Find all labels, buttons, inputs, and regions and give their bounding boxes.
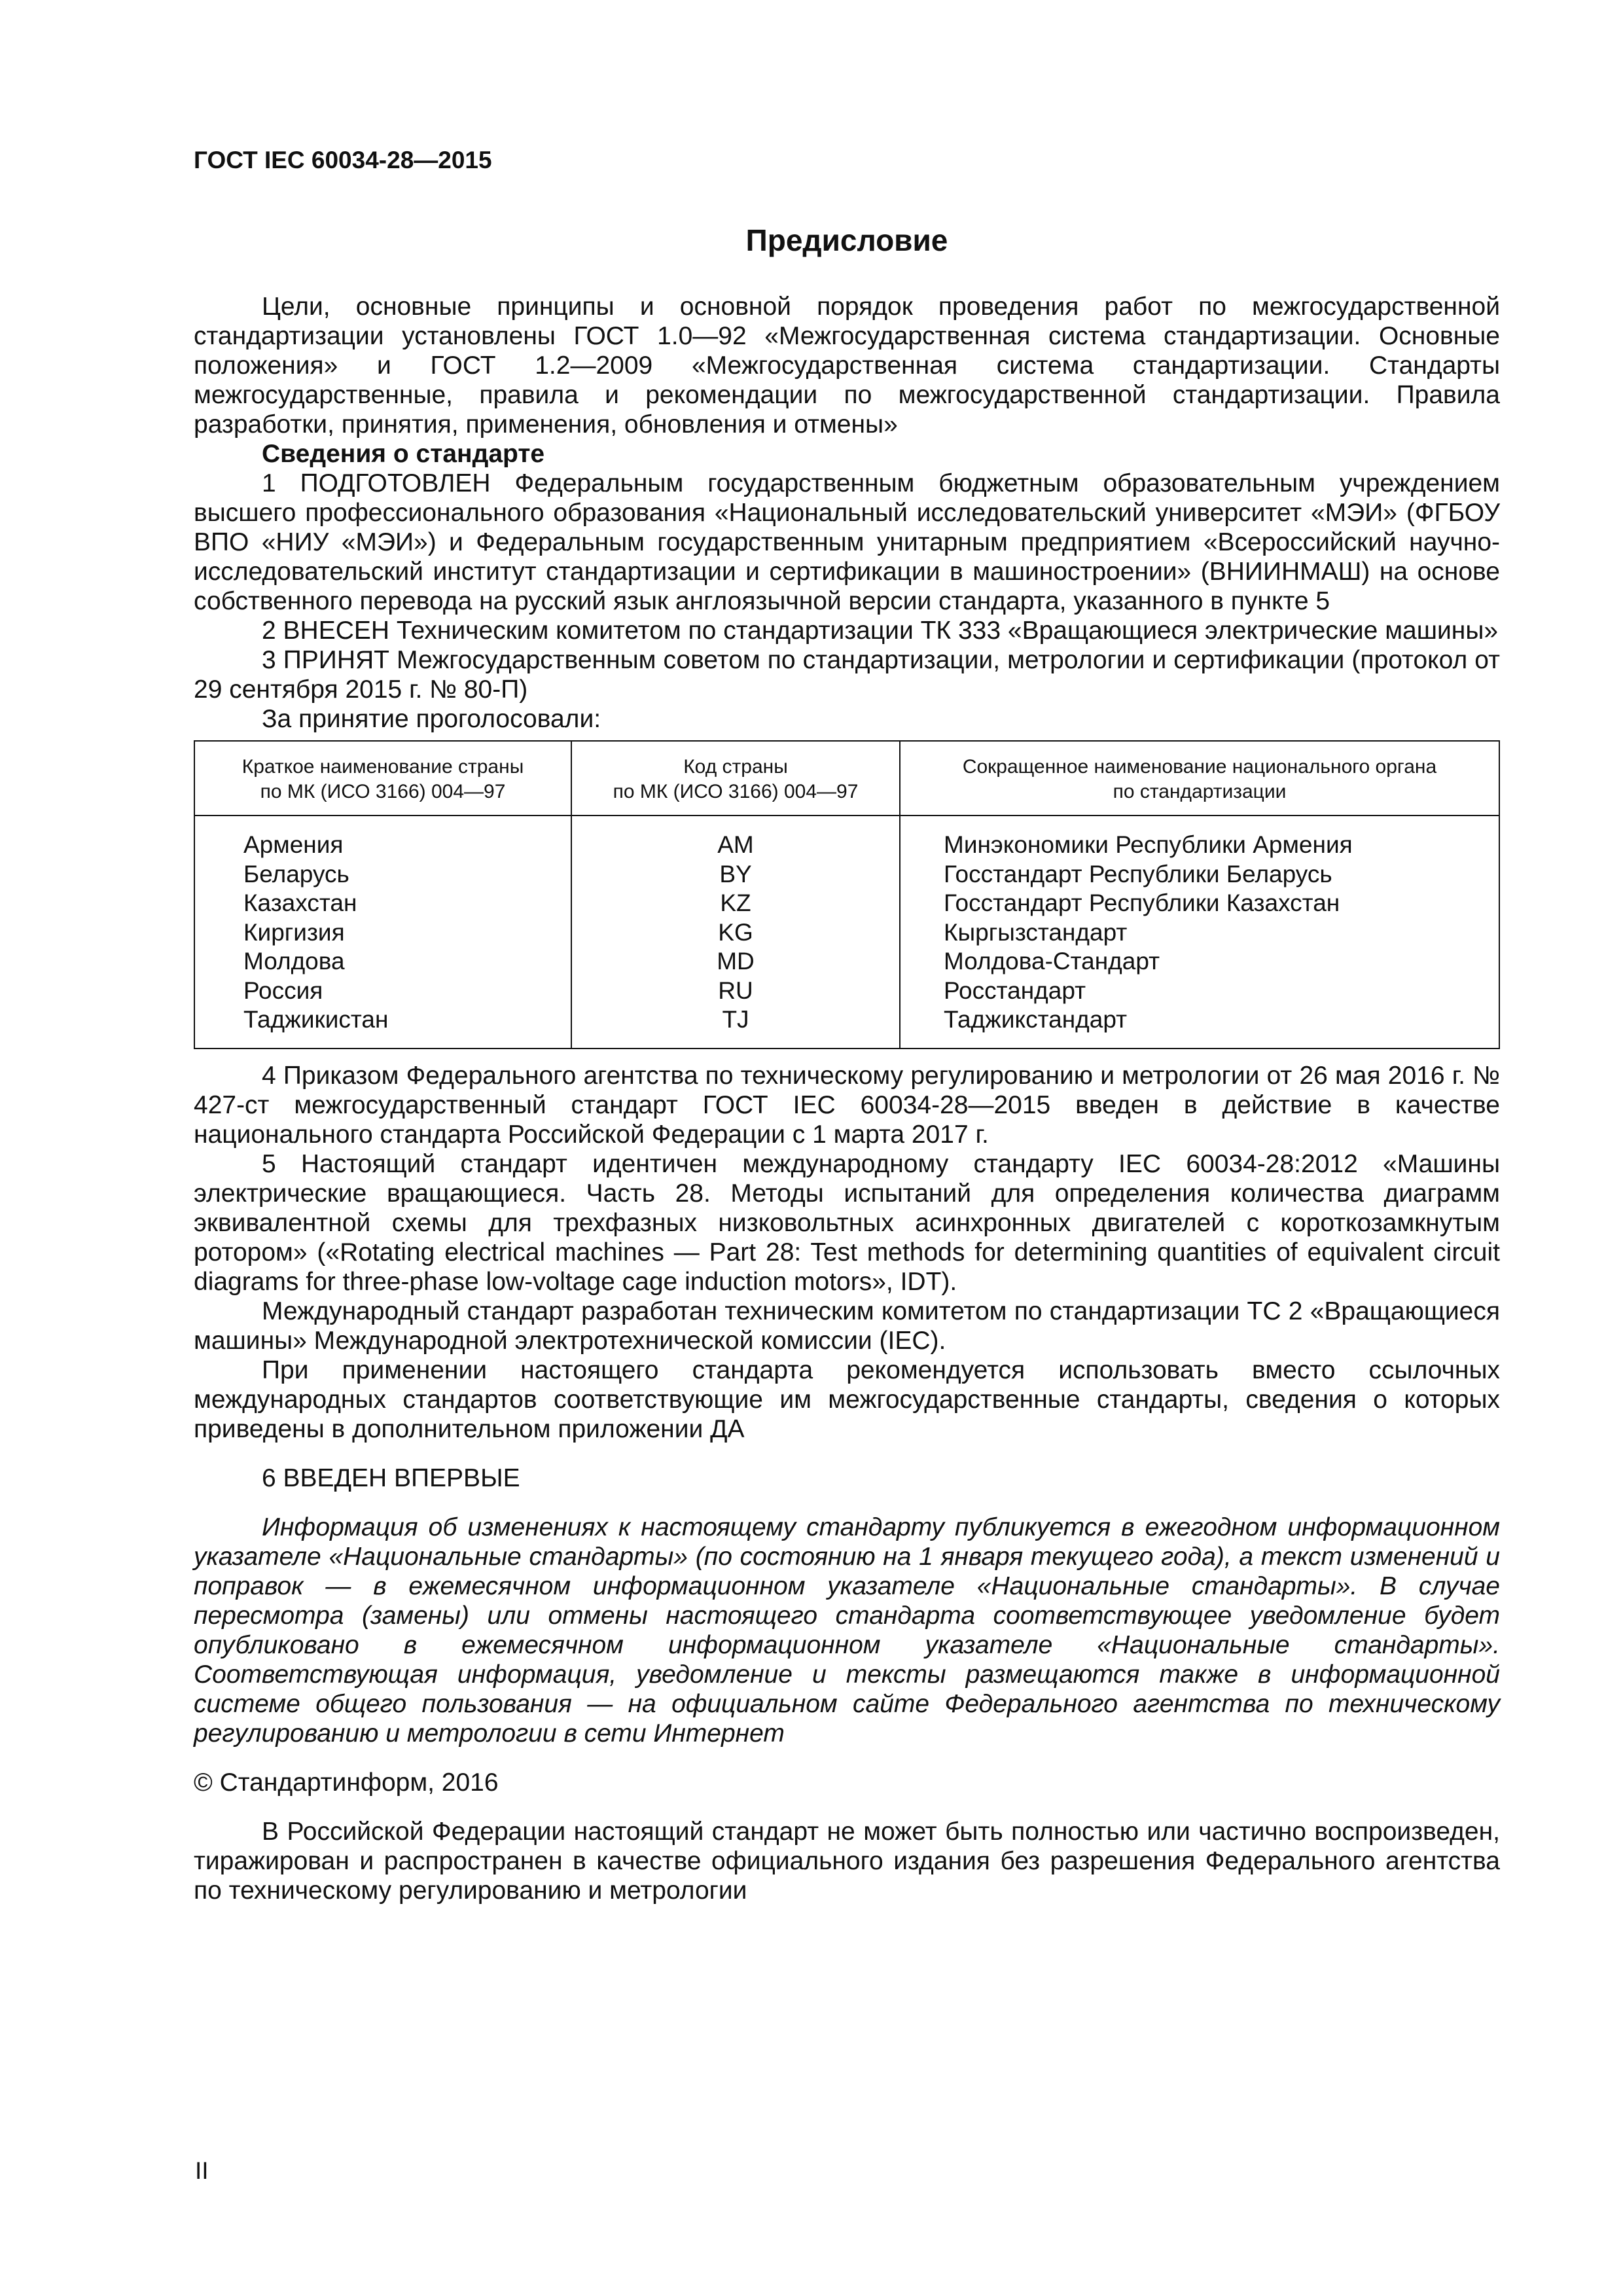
item-4-paragraph: 4 Приказом Федерального агентства по техническому регулированию и метрологии от 26 мая 2016 г. № 427-ст межгосударственный стандарт ГОСТ IEC 60034-28—2015 введен в действие в качестве национального стандарта Российской Федерации с 1 марта 2017 г. [194, 1061, 1500, 1149]
item-1-paragraph: 1 ПОДГОТОВЛЕН Федеральным государственным бюджетным образовательным учреждением высшего профессионального образования «Национальный исследовательский университет «МЭИ» (ФГБОУ ВПО «НИУ «МЭИ») и Федеральным государственным унитарным предприятием «Всероссийский научно-исследовательский институт стандартизации и сертификации в машиностроении» (ВНИИНМАШ) на основе собственного перевода на русский язык англоязычной версии стандарта, указанного в пункте 5 [194, 469, 1500, 615]
item-5-application-paragraph: При применении настоящего стандарта рекомендуется использовать вместо ссылочных международных стандартов соответствующие им межгосударственные стандарты, сведения о которых приведены в дополнительном приложении ДА [194, 1355, 1500, 1443]
code-cell: RU [571, 977, 900, 1006]
country-cell: Беларусь [194, 860, 571, 889]
body-cell: Госстандарт Республики Беларусь [900, 860, 1499, 889]
table-row [194, 977, 1499, 1006]
spacer [194, 1797, 1500, 1817]
table-row [194, 889, 1499, 918]
body-cell: Молдова-Стандарт [900, 947, 1499, 977]
column-header-country [194, 741, 571, 816]
item-6-paragraph: 6 ВВЕДЕН ВПЕРВЫЕ [262, 1463, 520, 1492]
body-cell: Кыргызстандарт [900, 918, 1499, 948]
body-cell: Таджикстандарт [900, 1005, 1499, 1049]
standard-info-subheading: Сведения о стандарте [262, 440, 545, 468]
column-header-line: по МК (ИСО 3166) 004—97 [613, 781, 859, 802]
column-header-line: по стандартизации [1113, 781, 1287, 802]
column-header-code [571, 741, 900, 816]
code-cell: KG [571, 918, 900, 948]
country-cell: Казахстан [194, 889, 571, 918]
item-2-paragraph: 2 ВНЕСЕН Техническим комитетом по стандартизации ТК 333 «Вращающиеся электрические машины» [262, 617, 1499, 645]
code-cell: AM [571, 816, 900, 860]
column-header-line: Сокращенное наименование национального органа [962, 756, 1437, 778]
code-cell: BY [571, 860, 900, 889]
column-header-line: Код страны [683, 756, 788, 778]
change-information-paragraph: Информация об изменениях к настоящему стандарту публикуется в ежегодном информационном указателе «Национальные стандарты» (по состоянию на 1 января текущего года), а текст изменений и поправок — в ежемесячном информационном указателе «Национальные стандарты». В случае пересмотра (замены) или отмены настоящего стандарта соответствующее уведомление будет опубликовано в ежемесячном информационном указателе «Национальные стандарты». Соответствующая информация, уведомление и тексты размещаются также в информационной системе общего пользования — на официальном сайте Федерального агентства по техническому регулированию и метрологии в сети Интернет [194, 1513, 1500, 1748]
column-header-line: по МК (ИСО 3166) 004—97 [260, 781, 506, 802]
body-cell: Росстандарт [900, 977, 1499, 1006]
page-number: II [195, 2157, 209, 2184]
intro-paragraph: Цели, основные принципы и основной порядок проведения работ по межгосударственной стандартизации установлены ГОСТ 1.0—92 «Межгосударственная система стандартизации. Основные положения» и ГОСТ 1.2—2009 «Межгосударственная система стандартизации. Стандарты межгосударственные, правила и рекомендации по межгосударственной стандартизации. Правила разработки, принятия, применения, обновления и отмены» [194, 293, 1500, 439]
copyright-line: © Стандартинформ, 2016 [194, 1768, 499, 1797]
country-cell: Россия [194, 977, 571, 1006]
table-row [194, 1005, 1499, 1049]
column-header-line: Краткое наименование страны [241, 756, 524, 778]
spacer [194, 1493, 1500, 1513]
country-cell: Молдова [194, 947, 571, 977]
voting-countries-table [194, 740, 1500, 1049]
item-5-international-paragraph: Международный стандарт разработан техническим комитетом по стандартизации ТС 2 «Вращающиеся машины» Международной электротехнической комиссии (IEC). [194, 1297, 1500, 1355]
item-3-paragraph: 3 ПРИНЯТ Межгосударственным советом по стандартизации, метрологии и сертификации (протокол от 29 сентября 2015 г. № 80-П) [194, 646, 1500, 704]
country-cell: Таджикистан [194, 1005, 571, 1049]
body-cell: Минэкономики Республики Армения [900, 816, 1499, 860]
code-cell: TJ [571, 1005, 900, 1049]
reproduction-notice-paragraph: В Российской Федерации настоящий стандарт не может быть полностью или частично воспроизведен, тиражирован и распространен в качестве официального издания без разрешения Федерального агентства по техническому регулированию и метрологии [194, 1817, 1500, 1905]
country-cell: Армения [194, 816, 571, 860]
table-row [194, 860, 1499, 889]
preface-body [194, 292, 1500, 1905]
code-cell: MD [571, 947, 900, 977]
spacer [194, 1444, 1500, 1463]
table-row [194, 947, 1499, 977]
document-header: ГОСТ IEC 60034-28—2015 [194, 147, 492, 173]
item-5-paragraph: 5 Настоящий стандарт идентичен международному стандарту IEC 60034-28:2012 «Машины электрические вращающиеся. Часть 28. Методы испытаний для определения количества диаграмм эквивалентной схемы для трехфазных низковольтных асинхронных двигателей с короткозамкнутым ротором» («Rotating electrical machines — Part 28: Test methods for determining quantities of equivalent circuit diagrams for three-phase low-voltage cage induction motors», IDT). [194, 1149, 1500, 1296]
body-cell: Госстандарт Республики Казахстан [900, 889, 1499, 918]
column-header-body [900, 741, 1499, 816]
table-row [194, 918, 1499, 948]
code-cell: KZ [571, 889, 900, 918]
table-header-row [194, 741, 1499, 816]
page-title: Предисловие [745, 223, 948, 257]
country-cell: Киргизия [194, 918, 571, 948]
vote-line: За принятие проголосовали: [262, 705, 601, 733]
table-row [194, 816, 1499, 860]
spacer [194, 1748, 1500, 1768]
